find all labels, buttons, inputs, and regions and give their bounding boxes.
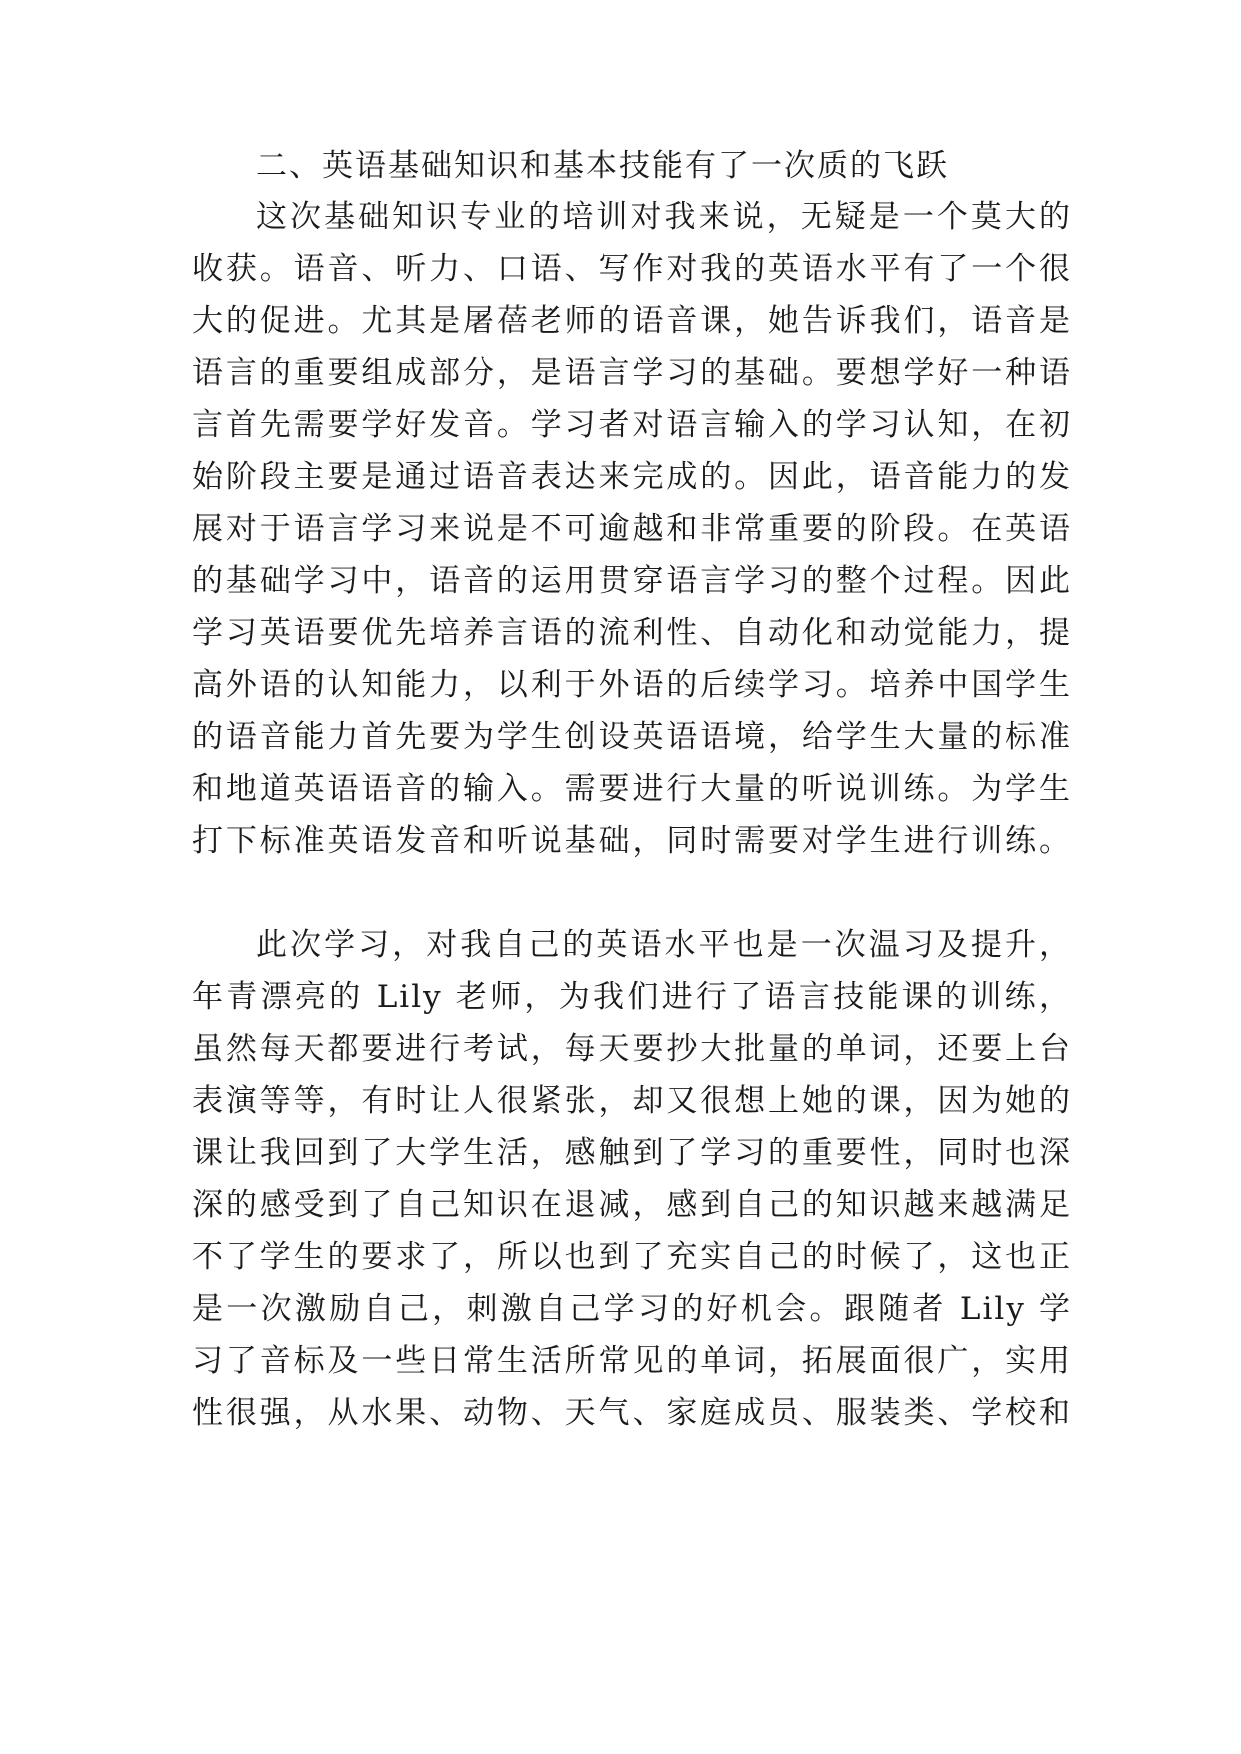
paragraph-line: 这次基础知识专业的培训对我来说，无疑是一个莫大的 [256, 199, 1072, 235]
paragraph-line: 学习英语要优先培养言语的流利性、自动化和动觉能力，提 [192, 615, 1072, 651]
paragraph-line: 虽然每天都要进行考试，每天要抄大批量的单词，还要上台 [192, 1031, 1072, 1067]
section-heading: 二、英语基础知识和基本技能有了一次质的飞跃 [256, 148, 949, 184]
paragraph-line: 习了音标及一些日常生活所常见的单词，拓展面很广，实用 [192, 1343, 1072, 1379]
paragraph-line: 不了学生的要求了，所以也到了充实自己的时候了，这也正 [192, 1239, 1072, 1275]
paragraph-line: 打下标准英语发音和听说基础，同时需要对学生进行训练。 [192, 823, 1072, 859]
paragraph-line: 深的感受到了自己知识在退减，感到自己的知识越来越满足 [192, 1187, 1072, 1223]
paragraph-line: 展对于语言学习来说是不可逾越和非常重要的阶段。在英语 [192, 511, 1072, 547]
paragraph-line: 始阶段主要是通过语音表达来完成的。因此，语音能力的发 [192, 459, 1072, 495]
paragraph-line: 性很强，从水果、动物、天气、家庭成员、服装类、学校和 [192, 1395, 1072, 1431]
paragraph-line: 大的促进。尤其是屠蓓老师的语音课，她告诉我们，语音是 [192, 303, 1072, 339]
paragraph-line: 高外语的认知能力，以利于外语的后续学习。培养中国学生 [192, 667, 1072, 703]
paragraph-line: 此次学习，对我自己的英语水平也是一次温习及提升， [256, 927, 1072, 963]
paragraph-line: 是一次激励自己，刺激自己学习的好机会。跟随者 Lily 学 [192, 1291, 1072, 1327]
paragraph-line: 的基础学习中，语音的运用贯穿语言学习的整个过程。因此 [192, 563, 1072, 599]
paragraph-line: 表演等等，有时让人很紧张，却又很想上她的课，因为她的 [192, 1083, 1072, 1119]
paragraph-line: 的语音能力首先要为学生创设英语语境，给学生大量的标准 [192, 719, 1072, 755]
paragraph-line: 年青漂亮的 Lily 老师，为我们进行了语言技能课的训练， [192, 979, 1072, 1015]
paragraph-line: 收获。语音、听力、口语、写作对我的英语水平有了一个很 [192, 251, 1072, 287]
paragraph-line: 语言的重要组成部分，是语言学习的基础。要想学好一种语 [192, 355, 1072, 391]
paragraph-line: 课让我回到了大学生活，感触到了学习的重要性，同时也深 [192, 1135, 1072, 1171]
paragraph-line: 和地道英语语音的输入。需要进行大量的听说训练。为学生 [192, 771, 1072, 807]
paragraph-line: 言首先需要学好发音。学习者对语言输入的学习认知，在初 [192, 407, 1072, 443]
